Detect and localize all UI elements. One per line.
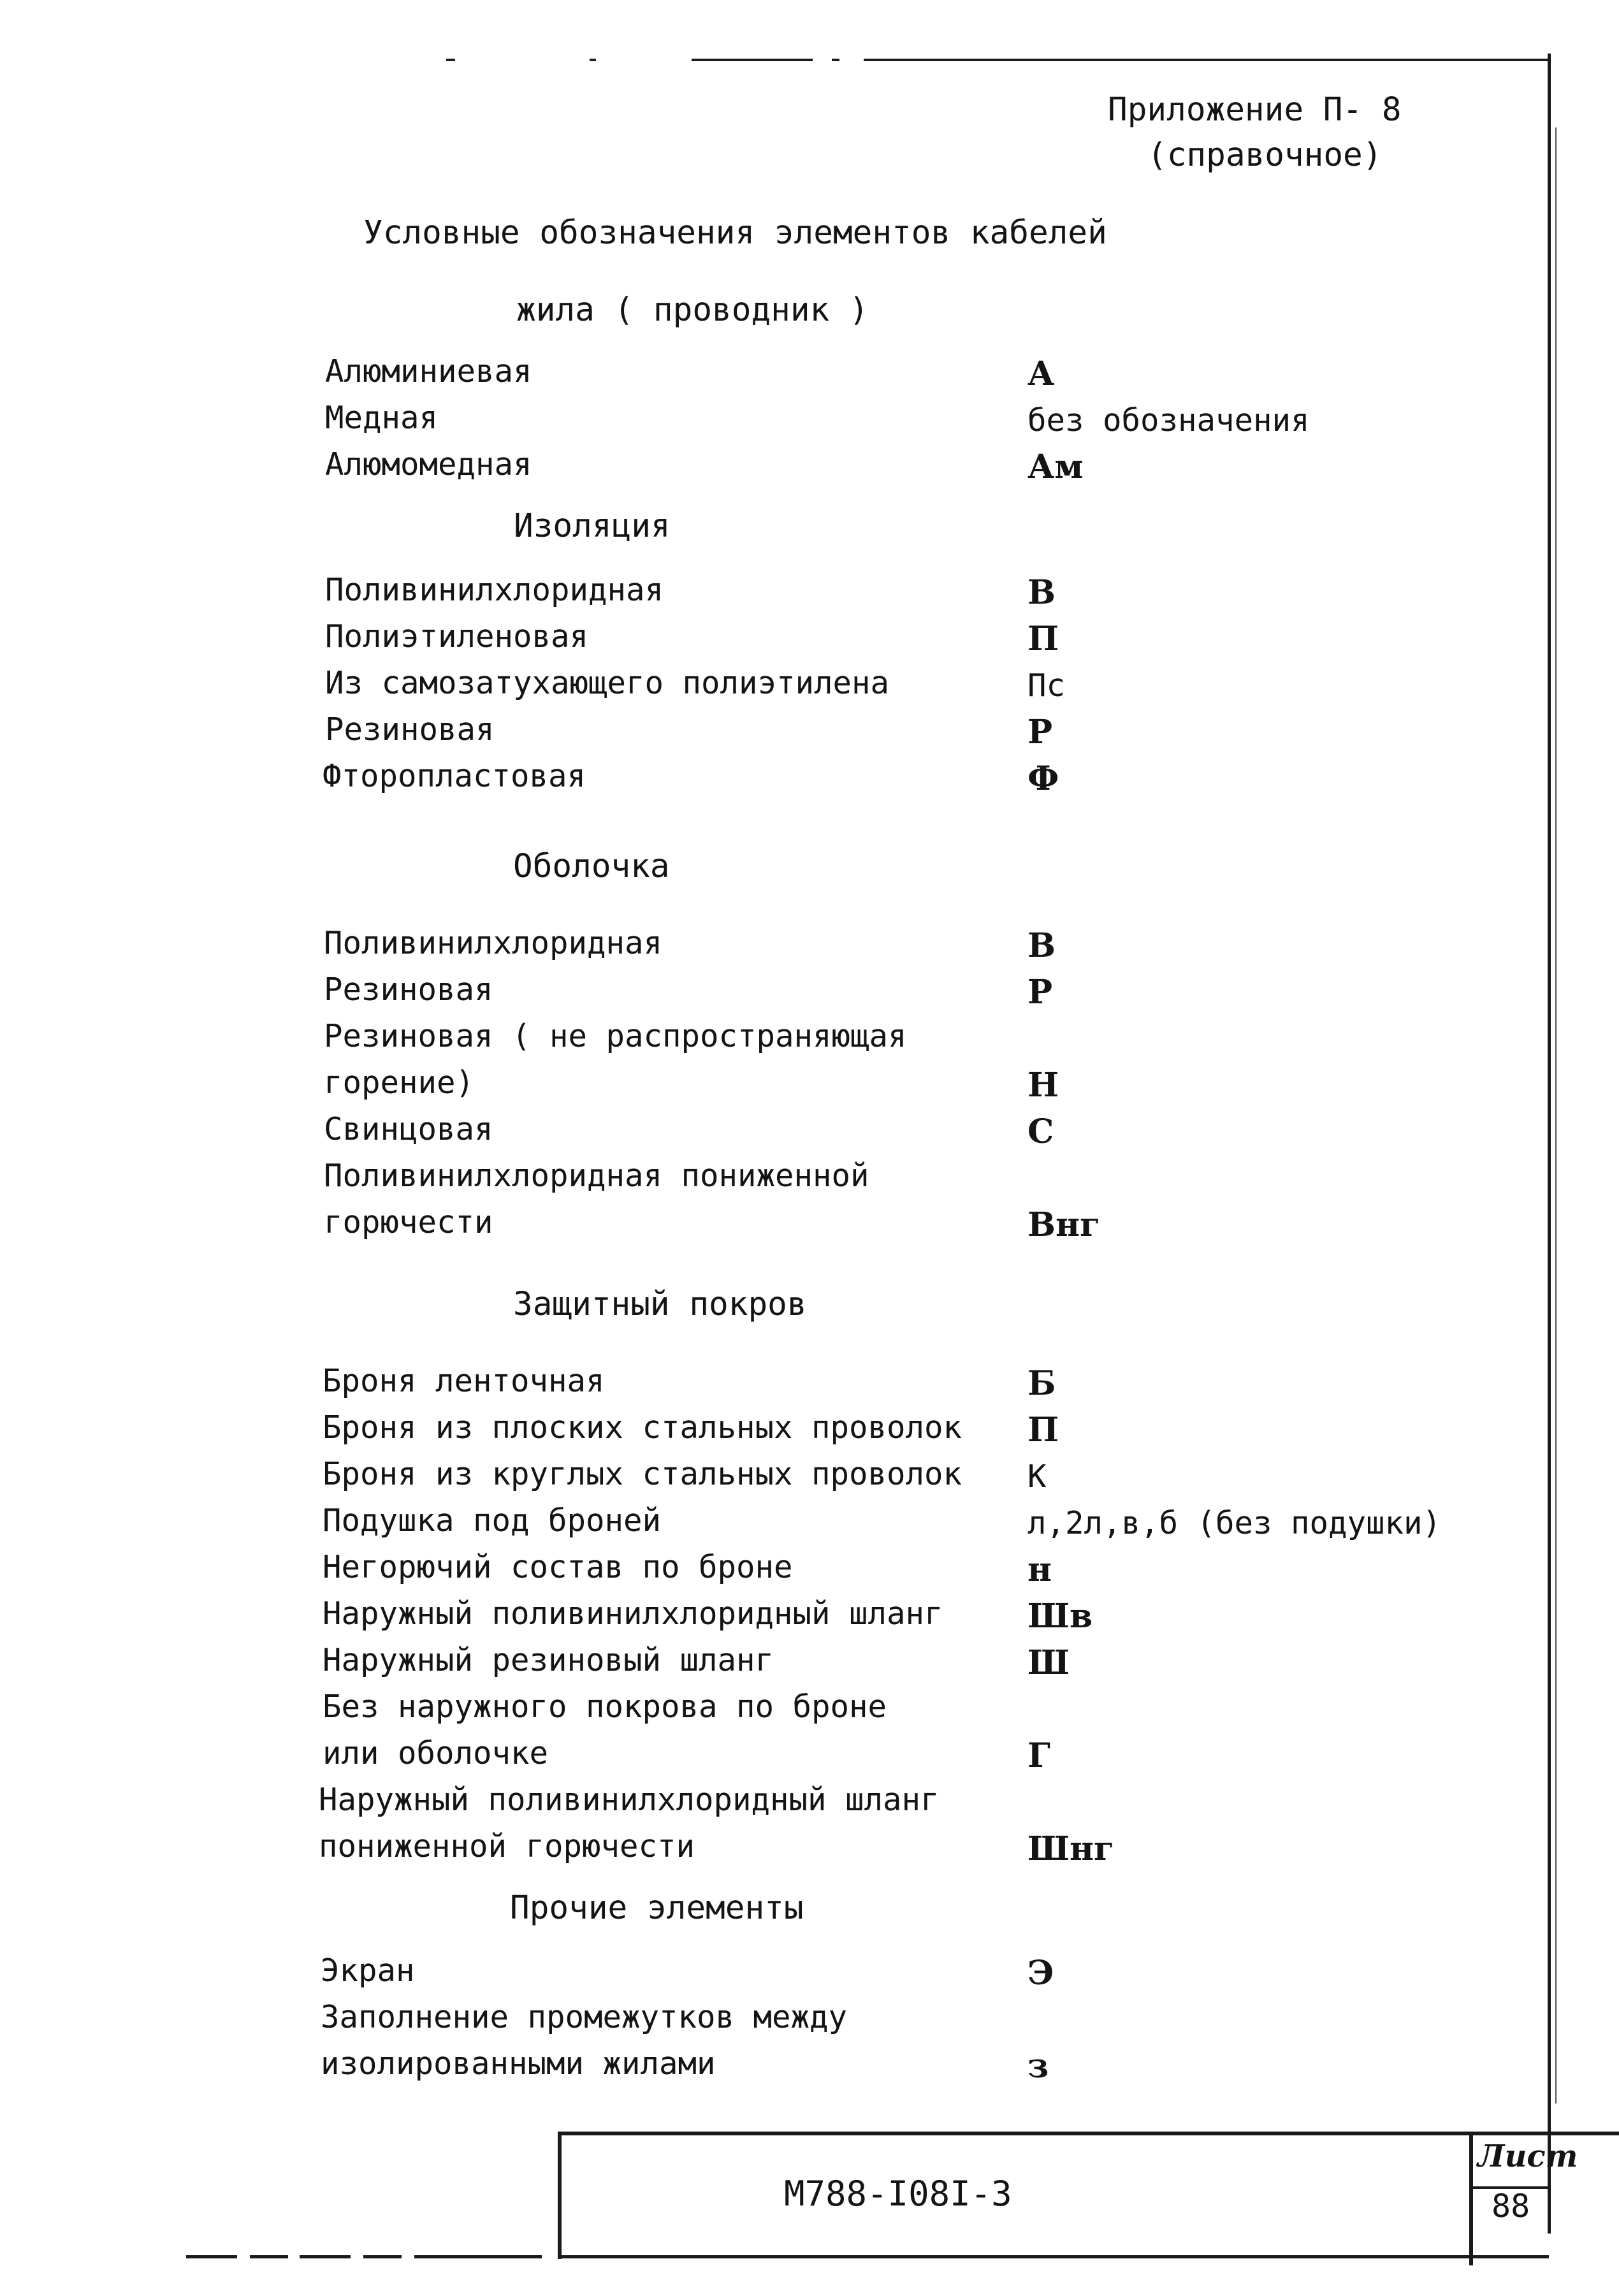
row-name: Поливинилхлоридная пониженной <box>324 1158 869 1194</box>
row-code: Ф <box>1027 759 1059 798</box>
section-heading-other-elements: Прочие элементы <box>510 1889 804 1927</box>
page-title: Условные обозначения элементов кабелей <box>363 214 1107 252</box>
row-code: з <box>1027 2047 1049 2086</box>
row-name: Наружный поливинилхлоридный шланг <box>323 1595 943 1632</box>
frame-dash <box>590 59 596 61</box>
row-name: Броня из плоских стальных проволок <box>323 1409 962 1446</box>
row-code: А <box>1027 354 1055 393</box>
frame-dash <box>363 2255 402 2258</box>
appendix-label: Приложение П- 8 <box>1108 91 1402 129</box>
row-name: Поливинилхлоридная <box>325 572 664 608</box>
frame-bottom-line <box>558 2255 1549 2258</box>
appendix-reference: (справочное) <box>1147 136 1383 174</box>
row-name: Фторопластовая <box>323 758 586 794</box>
sheet-label: Лист <box>1477 2139 1578 2174</box>
row-code: Внг <box>1027 1205 1100 1244</box>
row-name: Заполнение промежутков между <box>321 1999 848 2035</box>
row-name: Резиновая <box>325 711 495 748</box>
row-code: Ш <box>1027 1643 1070 1682</box>
row-code: Шнг <box>1027 1829 1114 1868</box>
row-code: Р <box>1027 973 1053 1012</box>
row-code: без обозначения <box>1027 402 1310 439</box>
row-name: изолированными жилами <box>321 2045 716 2082</box>
row-name: горючести <box>324 1204 493 1240</box>
row-name: Полиэтиленовая <box>325 618 589 655</box>
document-code: М788-I08I-3 <box>784 2174 1012 2214</box>
row-name: Экран <box>321 1952 415 1989</box>
row-code: Р <box>1027 713 1053 752</box>
row-name: Негорючий состав по броне <box>323 1549 793 1585</box>
frame-dash <box>832 59 839 61</box>
row-code: Г <box>1027 1736 1050 1775</box>
row-code: н <box>1027 1550 1052 1589</box>
row-name: Резиновая <box>324 971 493 1008</box>
section-heading-insulation: Изоляция <box>514 507 671 545</box>
row-name: Из самозатухающего полиэтилена <box>325 665 890 701</box>
row-name: Медная <box>325 400 439 436</box>
section-heading-core: жила ( проводник ) <box>516 291 869 329</box>
frame-dash <box>414 2255 542 2258</box>
frame-dash <box>250 2255 288 2258</box>
sheet-number: 88 <box>1492 2188 1530 2225</box>
row-name: Подушка под броней <box>323 1502 662 1539</box>
row-code: С <box>1027 1112 1054 1151</box>
row-code: л,2л,в,б (без подушки) <box>1027 1505 1442 1541</box>
row-code: Б <box>1027 1364 1056 1403</box>
row-name: Без наружного покрова по броне <box>323 1689 887 1725</box>
row-code: К <box>1027 1458 1047 1495</box>
frame-top-line <box>864 59 1551 61</box>
row-name: пониженной горючести <box>319 1828 695 1864</box>
row-code: Э <box>1027 1954 1054 1993</box>
title-block-divider <box>1469 2132 1473 2265</box>
row-name: или оболочке <box>323 1735 549 1771</box>
frame-dash <box>692 59 813 61</box>
row-code: Н <box>1027 1066 1059 1105</box>
row-name: Наружный поливинилхлоридный шланг <box>319 1782 940 1818</box>
row-name: Свинцовая <box>324 1111 493 1147</box>
row-name: Алюминиевая <box>325 353 532 389</box>
row-code: Пс <box>1027 667 1066 704</box>
row-code: В <box>1027 926 1056 965</box>
row-code: Шв <box>1027 1597 1093 1636</box>
row-code: В <box>1027 573 1056 612</box>
row-name: Резиновая ( не распространяющая <box>324 1018 907 1054</box>
frame-dash <box>446 59 455 61</box>
section-heading-protective-cover: Защитный покров <box>513 1286 807 1323</box>
row-code: Ам <box>1027 447 1084 486</box>
row-name: Наружный резиновый шланг <box>323 1642 774 1678</box>
frame-right-line <box>1548 54 1551 2234</box>
row-name: Поливинилхлоридная <box>324 925 663 961</box>
row-code: П <box>1027 1411 1059 1450</box>
frame-right-inner-line <box>1555 127 1557 2103</box>
frame-dash <box>300 2255 351 2258</box>
section-heading-sheath: Оболочка <box>513 848 670 885</box>
frame-dash <box>186 2255 237 2258</box>
title-block <box>558 2132 1619 2259</box>
row-name: Броня ленточная <box>323 1363 605 1399</box>
row-name: Алюмомедная <box>325 446 532 483</box>
row-name: Броня из круглых стальных проволок <box>323 1456 962 1492</box>
row-name: горение) <box>324 1064 475 1101</box>
row-code: П <box>1027 620 1059 658</box>
